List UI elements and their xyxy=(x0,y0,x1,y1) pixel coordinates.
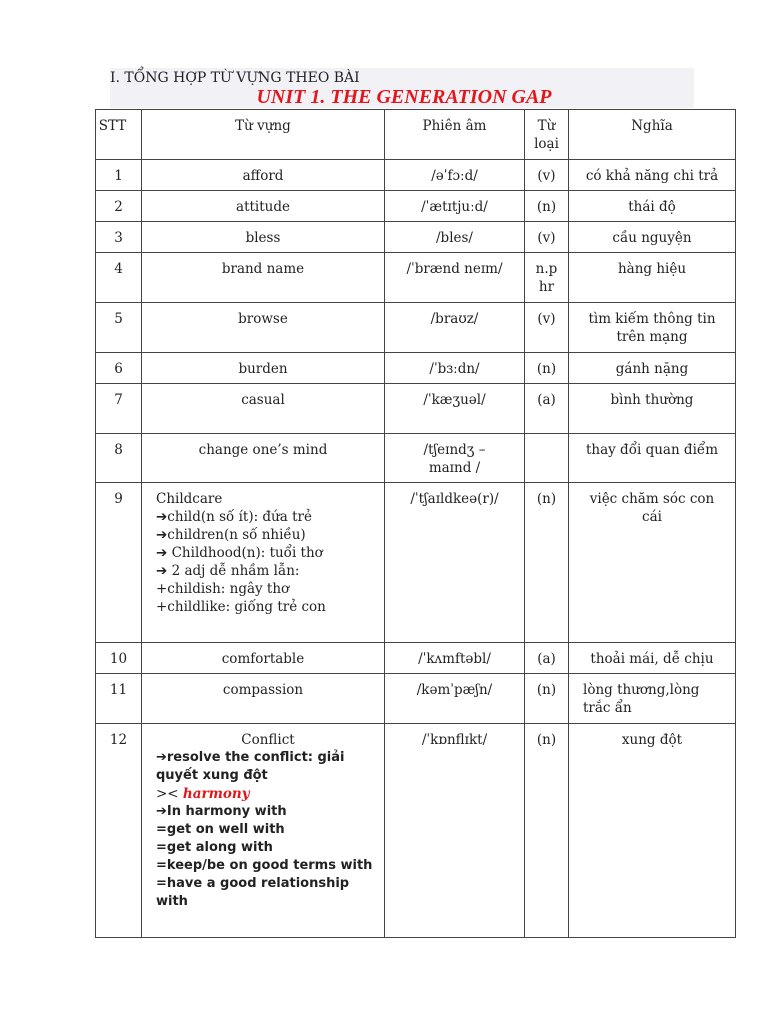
unit-title: UNIT 1. THE GENERATION GAP xyxy=(256,86,552,108)
word-note: with xyxy=(156,894,188,909)
table-row xyxy=(96,483,736,643)
section-heading: I. TỔNG HỢP TỪ VỰNG THEO BÀI xyxy=(110,70,360,86)
row-meaning: thái độ xyxy=(569,191,736,222)
row-word: brand name xyxy=(142,253,385,303)
row-ipa: /ˈætɪtjuːd/ xyxy=(385,191,525,222)
word-note: >< harmony xyxy=(156,786,250,802)
table-row xyxy=(96,191,736,222)
row-ipa: /bles/ xyxy=(385,222,525,253)
row-pos: (a) xyxy=(525,384,569,434)
antonym-harmony: harmony xyxy=(182,786,250,802)
row-number: 2 xyxy=(96,191,142,222)
table-row xyxy=(96,353,736,384)
table-row xyxy=(96,384,736,434)
row-meaning: gánh nặng xyxy=(569,353,736,384)
row-meaning: tìm kiếm thông tin trên mạng xyxy=(569,303,736,353)
row-ipa: /ˈkɒnflɪkt/ xyxy=(385,724,525,938)
word-note: =get on well with xyxy=(156,822,285,837)
word-note: ➔ Childhood(n): tuổi thơ xyxy=(156,545,323,561)
row-pos: (n) xyxy=(525,724,569,938)
row-word: attitude xyxy=(142,191,385,222)
row-ipa: /ˈkʌmftəbl/ xyxy=(385,643,525,674)
table-row xyxy=(96,222,736,253)
table-row xyxy=(96,674,736,724)
row-ipa: /ˈkæʒuəl/ xyxy=(385,384,525,434)
row-meaning: lòng thương,lòng trắc ẩn xyxy=(569,674,736,724)
row-word: afford xyxy=(142,160,385,191)
row-ipa: /ˈtʃaɪldkeə(r)/ xyxy=(385,483,525,643)
row-number: 8 xyxy=(96,434,142,483)
row-meaning: bình thường xyxy=(569,384,736,434)
row-pos: (n) xyxy=(525,191,569,222)
row-number: 6 xyxy=(96,353,142,384)
row-word: compassion xyxy=(142,674,385,724)
row-number: 10 xyxy=(96,643,142,674)
word-note: quyết xung đột xyxy=(156,768,268,783)
row-meaning: cầu nguyện xyxy=(569,222,736,253)
vocabulary-table xyxy=(95,109,736,938)
row-ipa: /ˈbɜːdn/ xyxy=(385,353,525,384)
row-word: casual xyxy=(142,384,385,434)
row-word: bless xyxy=(142,222,385,253)
header-pos: Từ loại xyxy=(525,110,569,160)
row-ipa: /ˈbrænd neɪm/ xyxy=(385,253,525,303)
row-pos: (n) xyxy=(525,353,569,384)
row-meaning: thay đổi quan điểm xyxy=(569,434,736,483)
word-note: ➔children(n số nhiều) xyxy=(156,527,306,543)
word-note: +childish: ngây thơ xyxy=(156,581,290,597)
table-row xyxy=(96,434,736,483)
row-word xyxy=(142,724,385,938)
row-number: 12 xyxy=(96,724,142,938)
header-stt: STT xyxy=(96,110,142,160)
row-number: 7 xyxy=(96,384,142,434)
word-note: ➔ 2 adj dễ nhầm lẫn: xyxy=(156,563,300,579)
row-meaning: có khả năng chi trả xyxy=(569,160,736,191)
word-note: ➔child(n số ít): đứa trẻ xyxy=(156,509,312,525)
row-number: 1 xyxy=(96,160,142,191)
row-pos: (v) xyxy=(525,303,569,353)
row-number: 11 xyxy=(96,674,142,724)
row-pos: (a) xyxy=(525,643,569,674)
word-note: ➔In harmony with xyxy=(156,804,287,819)
row-meaning: việc chăm sóc con cái xyxy=(569,483,736,643)
table-header-row xyxy=(96,110,736,160)
table-row xyxy=(96,160,736,191)
header-word: Từ vựng xyxy=(142,110,385,160)
row-number: 5 xyxy=(96,303,142,353)
row-pos: (v) xyxy=(525,160,569,191)
row-ipa: /braʊz/ xyxy=(385,303,525,353)
row-word-headword: Childcare xyxy=(156,491,223,507)
row-number: 4 xyxy=(96,253,142,303)
row-pos xyxy=(525,434,569,483)
header-ipa: Phiên âm xyxy=(385,110,525,160)
row-word: browse xyxy=(142,303,385,353)
row-word: change one’s mind xyxy=(142,434,385,483)
row-meaning: xung đột xyxy=(569,724,736,938)
table-row xyxy=(96,303,736,353)
table-row xyxy=(96,253,736,303)
row-word: burden xyxy=(142,353,385,384)
word-note: =keep/be on good terms with xyxy=(156,858,373,873)
table-row xyxy=(96,643,736,674)
table-row xyxy=(96,724,736,938)
row-word: comfortable xyxy=(142,643,385,674)
row-ipa: /kəmˈpæʃn/ xyxy=(385,674,525,724)
row-pos: n.p hr xyxy=(525,253,569,303)
word-note: ➔resolve the conflict: giải xyxy=(156,750,345,765)
row-number: 3 xyxy=(96,222,142,253)
row-ipa: /əˈfɔːd/ xyxy=(385,160,525,191)
word-note: =have a good relationship xyxy=(156,876,350,891)
row-pos: (n) xyxy=(525,674,569,724)
row-ipa: /tʃeɪndʒ – maɪnd / xyxy=(385,434,525,483)
row-meaning: hàng hiệu xyxy=(569,253,736,303)
row-word xyxy=(142,483,385,643)
word-note: =get along with xyxy=(156,840,273,855)
row-meaning: thoải mái, dễ chịu xyxy=(569,643,736,674)
header-meaning: Nghĩa xyxy=(569,110,736,160)
row-pos: (v) xyxy=(525,222,569,253)
row-number: 9 xyxy=(96,483,142,643)
row-pos: (n) xyxy=(525,483,569,643)
row-word-headword: Conflict xyxy=(241,732,295,748)
word-note: +childlike: giống trẻ con xyxy=(156,599,326,615)
